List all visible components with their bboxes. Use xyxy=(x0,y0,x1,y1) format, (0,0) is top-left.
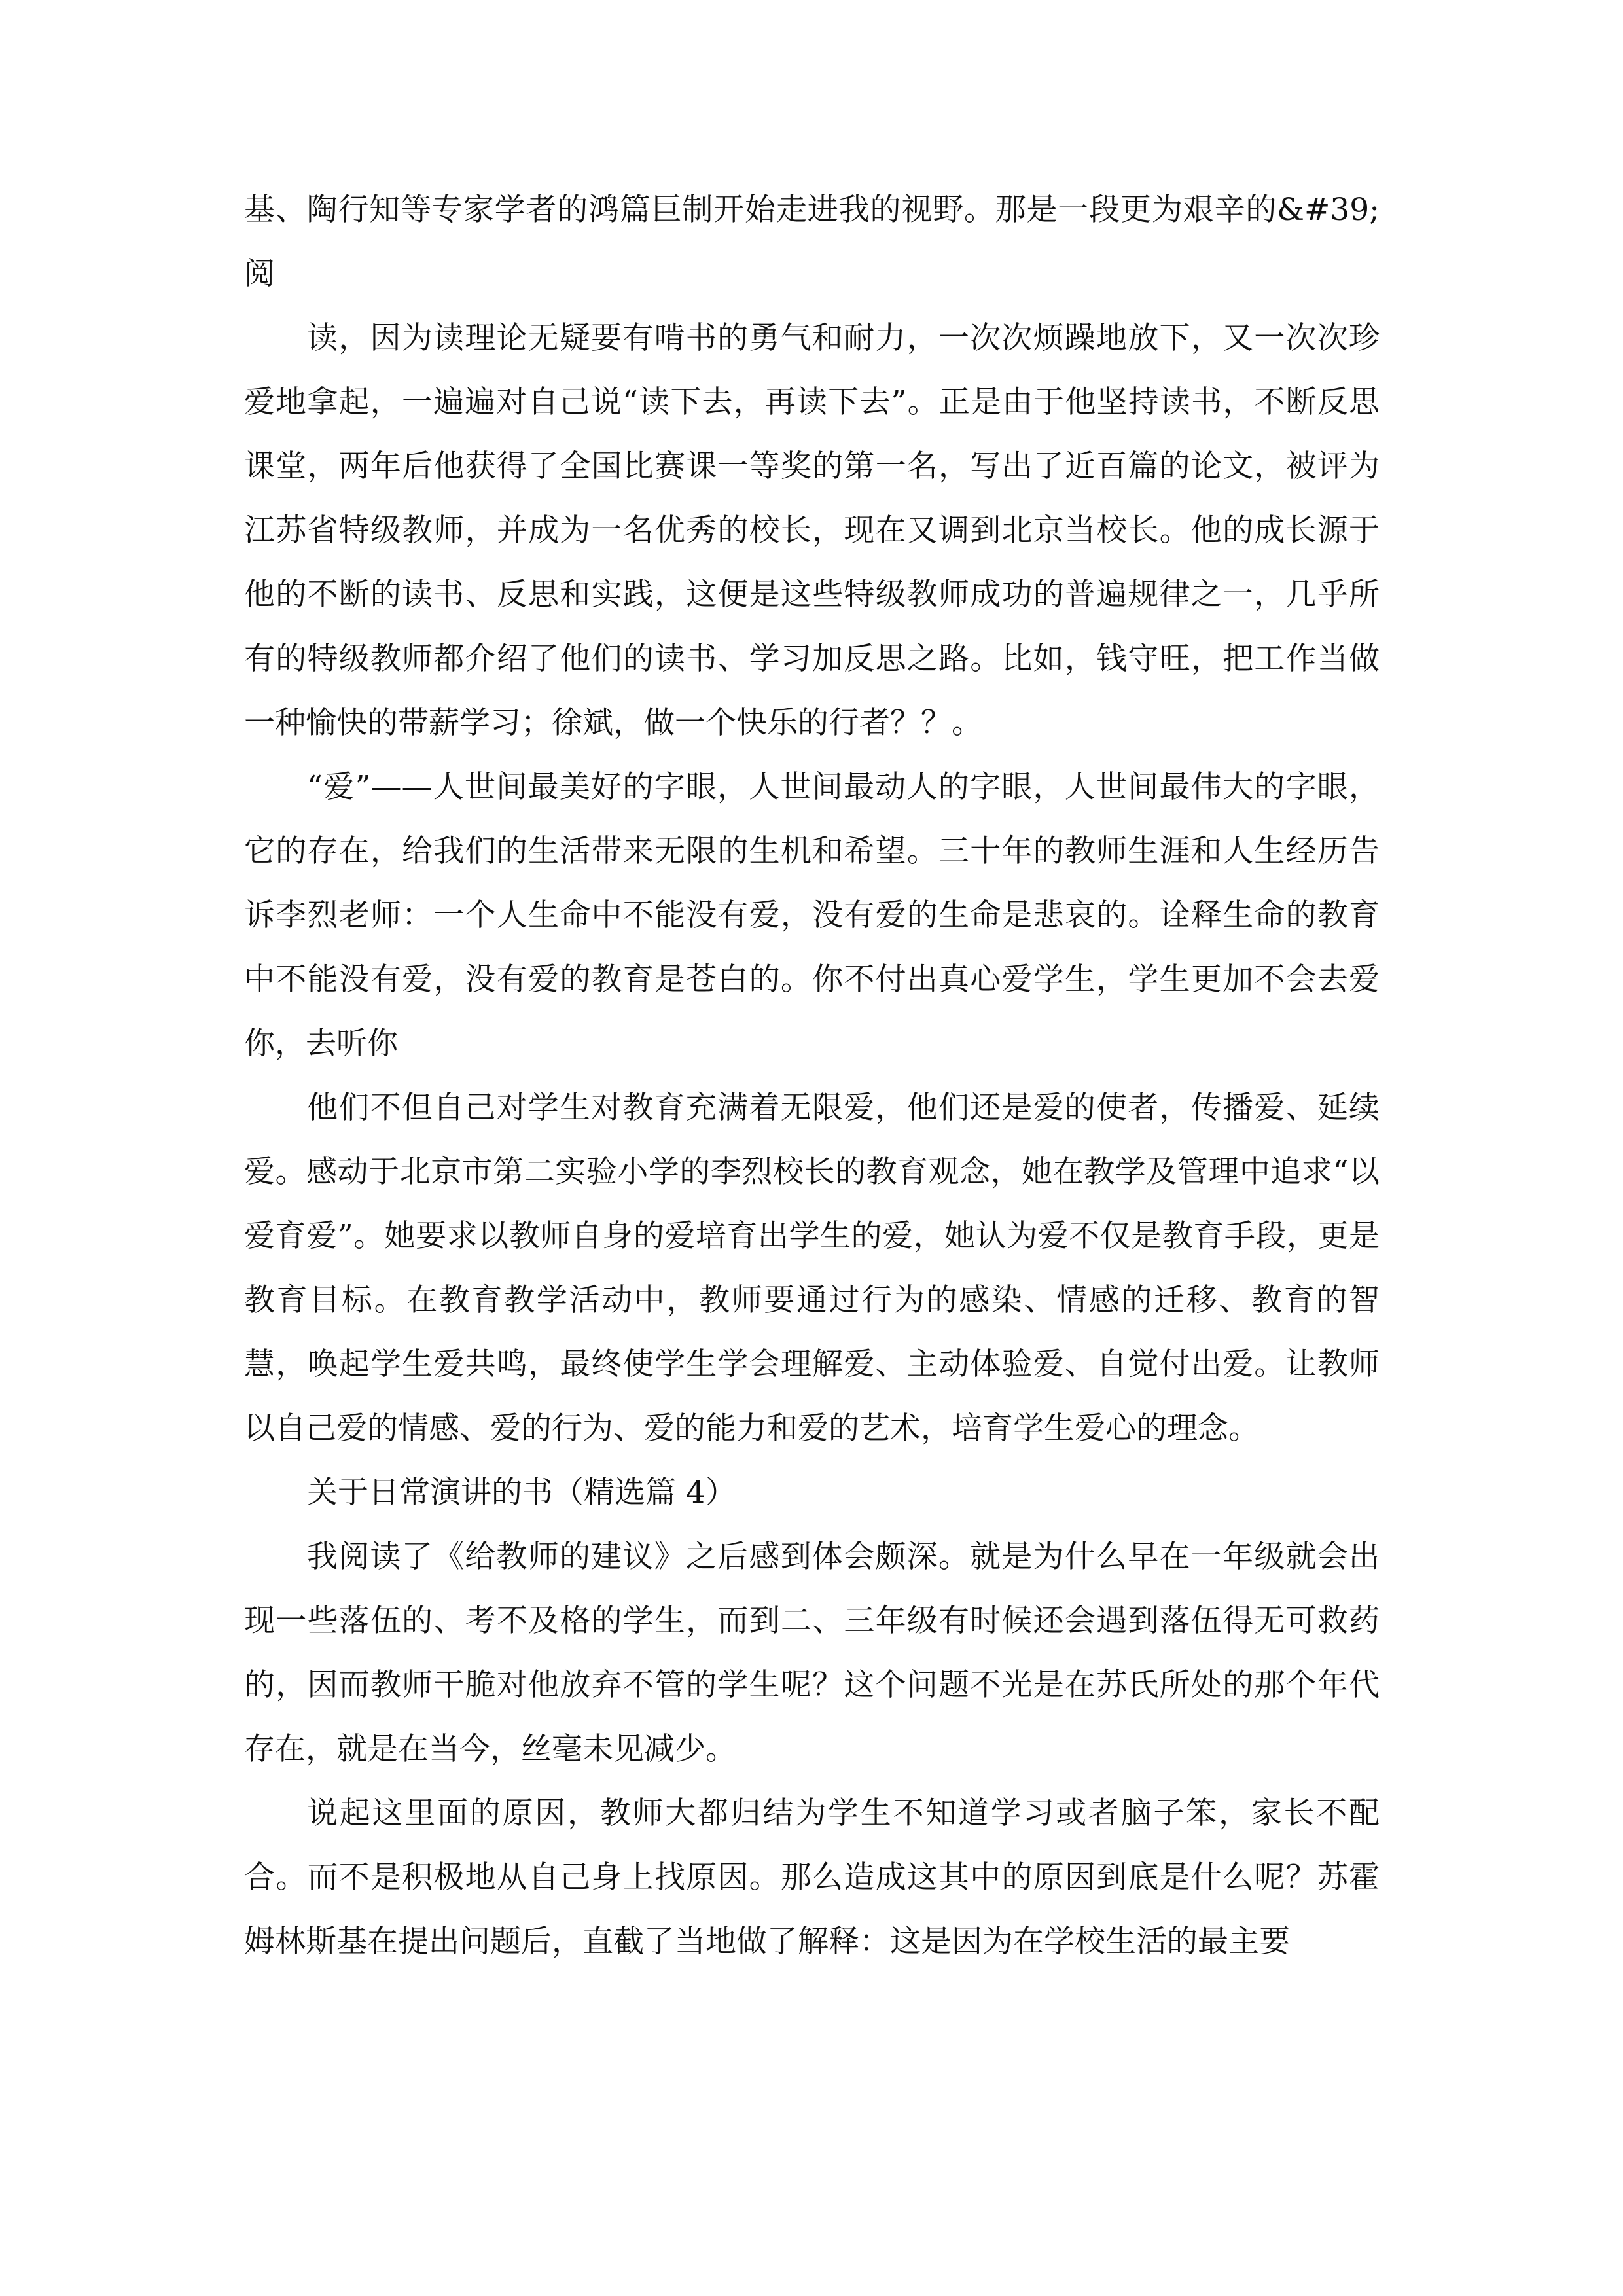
paragraph-reading: 读，因为读理论无疑要有啃书的勇气和耐力，一次次烦躁地放下，又一次次珍爱地拿起，一遍遍对自己说“读下去，再读下去”。正是由于他坚持读书，不断反思课堂，两年后他获得了全国比赛课一等奖的第一名，写出了近百篇的论文，被评为江苏省特级教师，并成为一名优秀的校长，现在又调到北京当校长。他的成长源于他的不断的读书、反思和实践，这便是这些特级教师成功的普遍规律之一，几乎所有的特级教师都介绍了他们的读书、学习加反思之路。比如，钱守旺，把工作当做一种愉快的带薪学习；徐斌，做一个快乐的行者？？。 xyxy=(244,320,1380,741)
paragraph-love: “爱”——人世间最美好的字眼，人世间最动人的字眼，人世间最伟大的字眼，它的存在，给我们的生活带来无限的生机和希望。三十年的教师生涯和人生经历告诉李烈老师：一个人生命中不能没有爱，没有爱的生命是悲哀的。诠释生命的教育中不能没有爱，没有爱的教育是苍白的。你不付出真心爱学生，学生更加不会去爱你，去听你 xyxy=(244,769,1380,1062)
paragraph-continuation: 基、陶行知等专家学者的鸿篇巨制开始走进我的视野。那是一段更为艰辛的&#39;阅 xyxy=(244,192,1380,292)
section-heading: 关于日常演讲的书（精选篇 4） xyxy=(307,1475,736,1511)
paragraph-love-messengers: 他们不但自己对学生对教育充满着无限爱，他们还是爱的使者，传播爱、延续爱。感动于北京市第二实验小学的李烈校长的教育观念，她在教学及管理中追求“以爱育爱”。她要求以教师自身的爱培育出学生的爱，她认为爱不仅是教育手段，更是教育目标。在教育教学活动中，教师要通过行为的感染、情感的迁移、教育的智慧，唤起学生爱共鸣，最终使学生学会理解爱、主动体验爱、自觉付出爱。让教师以自己爱的情感、爱的行为、爱的能力和爱的艺术，培育学生爱心的理念。 xyxy=(244,1090,1380,1446)
document-body xyxy=(244,178,1380,1974)
paragraph-teacher-advice: 我阅读了《给教师的建议》之后感到体会颇深。就是为什么早在一年级就会出现一些落伍的、考不及格的学生，而到二、三年级有时候还会遇到落伍得无可救药的，因而教师干脆对他放弃不管的学生呢？这个问题不光是在苏氏所处的那个年代存在，就是在当今，丝毫未见减少。 xyxy=(244,1539,1380,1767)
paragraph-reasons: 说起这里面的原因，教师大都归结为学生不知道学习或者脑子笨，家长不配合。而不是积极地从自己身上找原因。那么造成这其中的原因到底是什么呢？苏霍姆林斯基在提出问题后，直截了当地做了解释：这是因为在学校生活的最主要 xyxy=(244,1795,1380,1960)
